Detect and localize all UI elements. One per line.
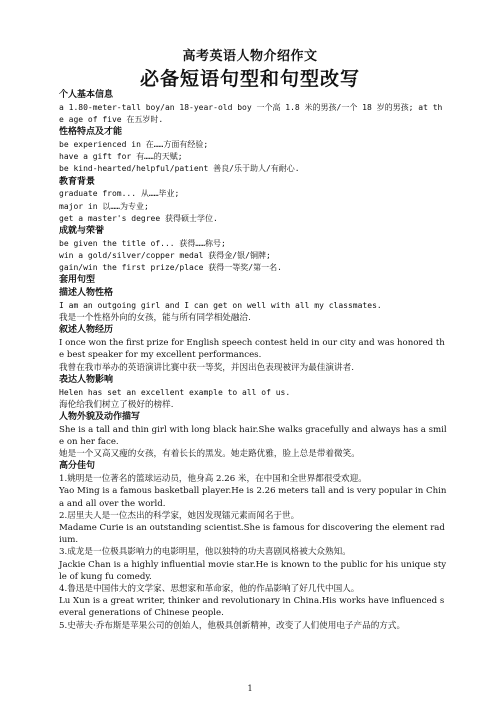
- section-heading: 教育背景: [59, 176, 96, 187]
- body-line: I am an outgoing girl and I can get on well with all my classmates.: [59, 301, 382, 311]
- body-line: Madame Curie is an outstanding scientist.She is famous for discovering the element radium.: [59, 523, 445, 546]
- section-heading: 性格特点及才能: [59, 127, 123, 138]
- section-heading: 成就与荣誉: [59, 226, 105, 237]
- body-line: have a gift for 有……的天赋;: [59, 152, 183, 162]
- body-line: 4.鲁迅是中国伟大的文学家、思想家和革命家，他的作品影响了好几代中国人。: [59, 584, 360, 595]
- body-line: 我是一个性格外向的女孩，能与所有同学相处融洽.: [59, 313, 251, 324]
- body-line: be experienced in 在……方面有经验;: [59, 140, 209, 149]
- body-line: 海伦给我们树立了极好的榜样.: [59, 399, 174, 410]
- body-line: She is a tall and thin girl with long black hair.She walks gracefully and always has a smile on her face.: [59, 424, 447, 448]
- body-line: 我曾在我市举办的英语演讲比赛中获一等奖，并因出色表现被评为最佳演讲者.: [59, 362, 354, 373]
- body-line: be given the title of... 获得……称号;: [59, 238, 226, 248]
- document-title: 高考英语人物介绍作文: [182, 49, 318, 64]
- body-line: graduate from... 从……毕业;: [59, 189, 180, 199]
- body-line: 2.居里夫人是一位杰出的科学家，她因发现镭元素而闻名于世。: [59, 510, 300, 521]
- page-number: 1: [247, 684, 253, 693]
- section-heading: 表达人物影响: [59, 374, 114, 385]
- body-line: 她是一个又高又瘦的女孩，有着长长的黑发。她走路优雅，脸上总是带着微笑。: [59, 449, 360, 460]
- section-heading: 高分佳句: [59, 461, 96, 472]
- body-line: I once won the first prize for English speech contest held in our city and was honored the best speaker for my excellent performances.: [59, 338, 445, 361]
- section-heading: 叙述人物经历: [59, 325, 114, 336]
- body-line: Jackie Chan is a highly influential movie star.He is known to the public for his unique style of kung fu comedy.: [59, 559, 447, 582]
- section-heading: 人物外貌及动作描写: [59, 412, 141, 423]
- body-line: Lu Xun is a great writer, thinker and revolutionary in China.His works have influenced several generations of Chinese people.: [59, 596, 445, 619]
- body-line: 5.史蒂夫·乔布斯是苹果公司的创始人，他极具创新精神，改变了人们使用电子产品的方式。: [59, 620, 406, 631]
- body-line: major in 以……为专业;: [59, 201, 149, 211]
- body-line: 1.姚明是一位著名的篮球运动员，他身高 2.26 米，在中国和全世界都很受欢迎。: [59, 474, 367, 485]
- body-line: a 1.80-meter-tall boy/an 18-year-old boy 一个高 1.8 米的男孩/一个 18 岁的男孩; at the age of five 在五岁时.: [59, 102, 443, 124]
- document-body: [59, 89, 447, 632]
- document-subtitle: 必备短语句型和句型改写: [139, 68, 360, 90]
- body-line: be kind-hearted/helpful/patient 善良/乐于助人/有耐心.: [59, 164, 300, 174]
- body-line: win a gold/silver/copper medal 获得金/银/铜牌;: [59, 251, 271, 261]
- section-heading: 描述人物性格: [59, 288, 114, 299]
- section-heading: 套用句型: [59, 275, 96, 286]
- body-line: get a master's degree 获得硕士学位.: [59, 213, 218, 223]
- body-line: 3.成龙是一位极具影响力的电影明星，他以独特的功夫喜剧风格被大众熟知。: [59, 547, 351, 558]
- body-line: Helen has set an excellent example to all of us.: [59, 387, 291, 397]
- section-heading: 个人基本信息: [59, 90, 114, 100]
- body-line: Yao Ming is a famous basketball player.He is 2.26 meters tall and is very popular in China and all over the world.: [59, 486, 447, 509]
- body-line: gain/win the first prize/place 获得一等奖/第一名.: [59, 263, 282, 273]
